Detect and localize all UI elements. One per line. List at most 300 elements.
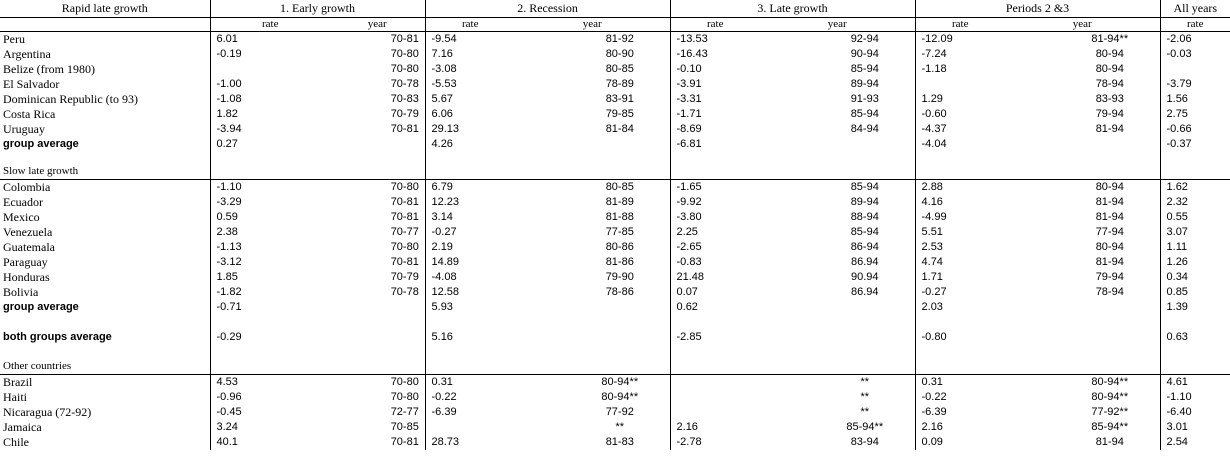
avg-rate: 0.62 <box>670 300 760 315</box>
cell-year: 81-94 <box>1095 123 1124 135</box>
cell-rate: -3.08 <box>425 62 515 77</box>
cell-rate: 4.53 <box>210 375 330 391</box>
cell-rate: -0.22 <box>425 390 515 405</box>
subheader-year-periods-2-3: year <box>1005 18 1160 32</box>
cell-rate: 3.24 <box>210 420 330 435</box>
cell-year: 80-94** <box>1091 376 1129 388</box>
cell-rate <box>210 62 330 77</box>
avg-year-blank <box>330 137 425 152</box>
spacer-cell <box>330 345 425 359</box>
cell-year: 70-81 <box>390 256 419 268</box>
cell-year: 90-94 <box>850 48 879 60</box>
spacer-cell <box>210 315 330 330</box>
cell-year: 70-78 <box>390 286 419 298</box>
cell-rate-all: 4.61 <box>1160 375 1230 391</box>
cell-year: 81-84 <box>605 123 634 135</box>
cell-rate-all: -0.66 <box>1160 122 1230 137</box>
cell-rate: -12.09 <box>915 32 1005 48</box>
group-average-row <box>0 330 1230 345</box>
cell-rate: -1.71 <box>670 107 760 122</box>
cell-year: ** <box>860 406 870 418</box>
avg-rate-all: -0.37 <box>1160 137 1230 152</box>
cell-year: 79-94 <box>1095 108 1124 120</box>
cell-rate: -1.65 <box>670 180 760 196</box>
cell-year: 78-94 <box>1095 78 1124 90</box>
spacer-cell <box>915 152 1005 164</box>
table-row <box>0 92 1230 107</box>
cell-year: 91-93 <box>850 93 879 105</box>
spacer-cell <box>515 315 670 330</box>
table-row <box>0 107 1230 122</box>
cell-rate: -1.10 <box>210 180 330 196</box>
cell-year: 70-81 <box>390 196 419 208</box>
cell-year: 80-94 <box>1095 63 1124 75</box>
cell-rate-all: 2.75 <box>1160 107 1230 122</box>
subheader-year-early: year <box>330 18 425 32</box>
spacer-cell <box>0 345 210 359</box>
section-title-row <box>0 359 1230 375</box>
avg-rate: 4.26 <box>425 137 515 152</box>
cell-rate: 29.13 <box>425 122 515 137</box>
cell-year: 79-90 <box>605 271 634 283</box>
cell-year: 70-81 <box>390 436 419 448</box>
col-header-early-growth: 1. Early growth <box>210 0 425 18</box>
cell-year: 83-91 <box>605 93 634 105</box>
cell-year: 81-83 <box>605 436 634 448</box>
subheader-year-recession: year <box>515 18 670 32</box>
cell-rate <box>915 77 1005 92</box>
group-average-label: group average <box>3 301 79 313</box>
cell-rate: -6.39 <box>425 405 515 420</box>
spacer-row <box>0 315 1230 330</box>
section-title-cell <box>915 164 1005 180</box>
spacer-cell <box>1160 345 1230 359</box>
cell-year: 83-93 <box>1095 93 1124 105</box>
section-title-cell <box>1160 164 1230 180</box>
row-label: Haiti <box>3 390 27 404</box>
avg-year-blank <box>760 300 915 315</box>
avg-rate: -0.80 <box>915 330 1005 345</box>
avg-rate: -4.04 <box>915 137 1005 152</box>
avg-year-blank <box>515 300 670 315</box>
cell-year: 70-78 <box>390 78 419 90</box>
cell-rate: 0.07 <box>670 285 760 300</box>
section-title-cell <box>760 164 915 180</box>
table-row <box>0 62 1230 77</box>
section-title-cell <box>515 359 670 375</box>
cell-rate: 12.23 <box>425 195 515 210</box>
table-row <box>0 195 1230 210</box>
cell-year: 81-92 <box>605 33 634 45</box>
cell-year: 81-94 <box>1095 436 1124 448</box>
row-label: Uruguay <box>3 122 45 136</box>
spacer-cell <box>210 345 330 359</box>
cell-year: 89-94 <box>850 196 879 208</box>
cell-year: ** <box>615 421 625 433</box>
spacer-cell <box>670 315 760 330</box>
row-label: Venezuela <box>3 225 53 239</box>
cell-rate: 5.51 <box>915 225 1005 240</box>
avg-rate-all: 1.39 <box>1160 300 1230 315</box>
table-row <box>0 390 1230 405</box>
avg-year-blank <box>1005 300 1160 315</box>
table-row <box>0 47 1230 62</box>
cell-rate-all: 2.32 <box>1160 195 1230 210</box>
cell-year: 70-83 <box>390 93 419 105</box>
cell-year: ** <box>860 376 870 388</box>
cell-rate: 28.73 <box>425 435 515 450</box>
cell-rate: 0.09 <box>915 435 1005 450</box>
cell-year: 70-81 <box>390 211 419 223</box>
table-row <box>0 77 1230 92</box>
group-average-row <box>0 300 1230 315</box>
spacer-cell <box>425 345 515 359</box>
cell-year: 70-81 <box>390 123 419 135</box>
avg-year-blank <box>760 137 915 152</box>
cell-rate: 2.16 <box>915 420 1005 435</box>
cell-year: 83-94 <box>850 436 879 448</box>
cell-rate: -0.27 <box>915 285 1005 300</box>
row-label: Mexico <box>3 210 40 224</box>
cell-year: 85-94 <box>850 226 879 238</box>
subheader-blank <box>0 18 210 32</box>
cell-rate: 6.06 <box>425 107 515 122</box>
cell-year: 81-88 <box>605 211 634 223</box>
cell-rate: -1.08 <box>210 92 330 107</box>
row-label: Bolivia <box>3 285 39 299</box>
avg-rate: -0.71 <box>210 300 330 315</box>
row-label: Peru <box>3 32 25 46</box>
avg-year-blank <box>760 330 915 345</box>
section-title-cell <box>210 359 330 375</box>
col-header-all-years: All years <box>1160 0 1230 18</box>
cell-rate: -0.22 <box>915 390 1005 405</box>
spacer-cell <box>425 315 515 330</box>
subheader-rate-recession: rate <box>425 18 515 32</box>
cell-rate: -1.13 <box>210 240 330 255</box>
section-title-cell <box>915 359 1005 375</box>
cell-year: 80-94** <box>1091 391 1129 403</box>
cell-year: 70-80 <box>390 181 419 193</box>
table-row <box>0 32 1230 48</box>
cell-rate: 0.31 <box>915 375 1005 391</box>
cell-year: 85-94 <box>850 108 879 120</box>
cell-rate: -3.80 <box>670 210 760 225</box>
section-title-cell <box>1005 164 1160 180</box>
table-row <box>0 255 1230 270</box>
col-header-group: Rapid late growth <box>0 0 210 18</box>
cell-year: 77-92** <box>1091 406 1129 418</box>
cell-year: 80-85 <box>605 181 634 193</box>
spacer-cell <box>1005 315 1160 330</box>
cell-rate: -0.45 <box>210 405 330 420</box>
avg-rate-all: 0.63 <box>1160 330 1230 345</box>
cell-year: ** <box>860 391 870 403</box>
cell-year: 86.94 <box>851 286 879 298</box>
cell-rate: 40.1 <box>210 435 330 450</box>
spacer-cell <box>670 152 760 164</box>
cell-rate: -9.54 <box>425 32 515 48</box>
cell-rate: -13.53 <box>670 32 760 48</box>
cell-rate: -0.10 <box>670 62 760 77</box>
cell-rate: 5.67 <box>425 92 515 107</box>
cell-rate: -5.53 <box>425 77 515 92</box>
cell-rate <box>670 375 760 391</box>
cell-rate: -0.83 <box>670 255 760 270</box>
spacer-cell <box>0 152 210 164</box>
cell-rate: 1.82 <box>210 107 330 122</box>
cell-year: 70-79 <box>390 108 419 120</box>
cell-rate-all: 1.11 <box>1160 240 1230 255</box>
cell-rate: -3.94 <box>210 122 330 137</box>
cell-year: 70-79 <box>390 271 419 283</box>
header-row <box>0 0 1230 18</box>
spacer-cell <box>1005 152 1160 164</box>
cell-rate: 7.16 <box>425 47 515 62</box>
section-title-cell <box>760 359 915 375</box>
table-row <box>0 122 1230 137</box>
cell-year: 70-77 <box>390 226 419 238</box>
cell-rate: 3.14 <box>425 210 515 225</box>
cell-rate: 4.16 <box>915 195 1005 210</box>
row-label: Chile <box>3 435 29 449</box>
cell-rate-all: -2.06 <box>1160 32 1230 48</box>
table-row <box>0 405 1230 420</box>
cell-year: 78-94 <box>1095 286 1124 298</box>
cell-rate: -0.60 <box>915 107 1005 122</box>
cell-rate: 2.53 <box>915 240 1005 255</box>
row-label: Colombia <box>3 180 51 194</box>
cell-rate: -3.91 <box>670 77 760 92</box>
cell-rate: -6.39 <box>915 405 1005 420</box>
row-label: Ecuador <box>3 195 43 209</box>
avg-rate: 5.93 <box>425 300 515 315</box>
row-label: Brazil <box>3 375 33 389</box>
cell-rate-all: 3.07 <box>1160 225 1230 240</box>
cell-rate: -9.92 <box>670 195 760 210</box>
col-header-recession: 2. Recession <box>425 0 670 18</box>
avg-rate: -0.29 <box>210 330 330 345</box>
cell-year: 70-80 <box>390 241 419 253</box>
cell-rate: -1.82 <box>210 285 330 300</box>
cell-rate-all: 0.85 <box>1160 285 1230 300</box>
cell-rate-all: -0.03 <box>1160 47 1230 62</box>
avg-rate: 2.03 <box>915 300 1005 315</box>
cell-year: 80-85 <box>605 63 634 75</box>
cell-year: 92-94 <box>850 33 879 45</box>
row-label: Belize (from 1980) <box>3 62 95 76</box>
cell-rate: 21.48 <box>670 270 760 285</box>
avg-rate: -6.81 <box>670 137 760 152</box>
cell-rate: 0.31 <box>425 375 515 391</box>
cell-rate-all: 1.62 <box>1160 180 1230 196</box>
col-header-periods-2-3: Periods 2 &3 <box>915 0 1160 18</box>
cell-year: 78-86 <box>605 286 634 298</box>
row-label: Dominican Republic (to 93) <box>3 92 138 106</box>
cell-rate-all: 3.01 <box>1160 420 1230 435</box>
cell-rate: 2.16 <box>670 420 760 435</box>
cell-rate: -2.65 <box>670 240 760 255</box>
section-title-cell <box>515 164 670 180</box>
subheader-row <box>0 18 1230 32</box>
avg-year-blank <box>515 137 670 152</box>
table-row <box>0 375 1230 391</box>
cell-year: 70-80 <box>390 376 419 388</box>
table-row <box>0 180 1230 196</box>
cell-year: 84-94 <box>850 123 879 135</box>
subheader-rate-all: rate <box>1160 18 1230 32</box>
cell-rate: 12.58 <box>425 285 515 300</box>
cell-rate <box>425 420 515 435</box>
cell-year: 88-94 <box>850 211 879 223</box>
cell-rate: -7.24 <box>915 47 1005 62</box>
cell-rate: -0.27 <box>425 225 515 240</box>
avg-rate: 5.16 <box>425 330 515 345</box>
spacer-cell <box>915 345 1005 359</box>
cell-rate-all: 2.54 <box>1160 435 1230 450</box>
spacer-cell <box>760 345 915 359</box>
cell-rate: 0.59 <box>210 210 330 225</box>
cell-year: 80-94** <box>601 391 639 403</box>
subheader-rate-periods-2-3: rate <box>915 18 1005 32</box>
section-title-cell <box>330 164 425 180</box>
row-label: Jamaica <box>3 420 42 434</box>
table-row <box>0 240 1230 255</box>
cell-rate: -1.18 <box>915 62 1005 77</box>
avg-year-blank <box>1005 330 1160 345</box>
section-title-cell <box>1160 359 1230 375</box>
spacer-cell <box>210 152 330 164</box>
cell-year: 86-94 <box>850 241 879 253</box>
cell-rate: 2.38 <box>210 225 330 240</box>
col-header-late-growth: 3. Late growth <box>670 0 915 18</box>
section-title: Other countries <box>0 359 210 375</box>
group-average-label: group average <box>3 138 79 150</box>
avg-year-blank <box>515 330 670 345</box>
cell-year: 70-80 <box>390 48 419 60</box>
section-title-cell <box>670 359 760 375</box>
section-title: Slow late growth <box>0 164 210 180</box>
cell-rate: -3.31 <box>670 92 760 107</box>
cell-rate: 1.71 <box>915 270 1005 285</box>
section-title-cell <box>210 164 330 180</box>
cell-rate: -0.96 <box>210 390 330 405</box>
cell-rate-all: 0.34 <box>1160 270 1230 285</box>
cell-year: 80-86 <box>605 241 634 253</box>
cell-rate-all: 1.26 <box>1160 255 1230 270</box>
table-row <box>0 270 1230 285</box>
avg-year-blank <box>330 330 425 345</box>
cell-rate: 2.88 <box>915 180 1005 196</box>
cell-year: 86.94 <box>851 256 879 268</box>
cell-year: 80-94 <box>1095 48 1124 60</box>
avg-rate: 0.27 <box>210 137 330 152</box>
cell-year: 70-81 <box>390 33 419 45</box>
cell-year: 81-94** <box>1091 33 1129 45</box>
avg-year-blank <box>1005 137 1160 152</box>
row-label: Costa Rica <box>3 107 56 121</box>
row-label: Honduras <box>3 270 50 284</box>
spacer-cell <box>1160 315 1230 330</box>
spacer-cell <box>515 152 670 164</box>
cell-rate-all <box>1160 62 1230 77</box>
cell-rate: -0.19 <box>210 47 330 62</box>
cell-rate: -4.08 <box>425 270 515 285</box>
spacer-cell <box>760 152 915 164</box>
section-title-row <box>0 164 1230 180</box>
cell-rate <box>670 390 760 405</box>
spacer-cell <box>1160 152 1230 164</box>
spacer-cell <box>0 315 210 330</box>
cell-year: 78-89 <box>605 78 634 90</box>
cell-rate-all: -6.40 <box>1160 405 1230 420</box>
table-row <box>0 210 1230 225</box>
cell-rate: -2.78 <box>670 435 760 450</box>
row-label: Paraguay <box>3 255 48 269</box>
cell-rate: 6.01 <box>210 32 330 48</box>
cell-rate: -1.00 <box>210 77 330 92</box>
cell-year: 70-80 <box>390 63 419 75</box>
cell-year: 85-94 <box>850 181 879 193</box>
section-title-cell <box>330 359 425 375</box>
cell-rate: 1.29 <box>915 92 1005 107</box>
cell-year: 90.94 <box>851 271 879 283</box>
cell-year: 80-94 <box>1095 181 1124 193</box>
cell-rate: 6.79 <box>425 180 515 196</box>
cell-rate: 2.25 <box>670 225 760 240</box>
cell-rate <box>670 405 760 420</box>
cell-year: 81-94 <box>1095 256 1124 268</box>
cell-rate-all: 0.55 <box>1160 210 1230 225</box>
cell-rate: -8.69 <box>670 122 760 137</box>
subheader-rate-early: rate <box>210 18 330 32</box>
row-label: Argentina <box>3 47 51 61</box>
cell-rate: -4.99 <box>915 210 1005 225</box>
cell-year: 77-92 <box>605 406 634 418</box>
cell-rate: 4.74 <box>915 255 1005 270</box>
spacer-cell <box>425 152 515 164</box>
spacer-row <box>0 345 1230 359</box>
cell-year: 81-89 <box>605 196 634 208</box>
cell-year: 80-94** <box>601 376 639 388</box>
group-average-row <box>0 137 1230 152</box>
cell-year: 81-94 <box>1095 196 1124 208</box>
section-title-cell <box>425 359 515 375</box>
cell-rate-all: 1.56 <box>1160 92 1230 107</box>
cell-rate: 2.19 <box>425 240 515 255</box>
cell-year: 80-94 <box>1095 241 1124 253</box>
cell-year: 89-94 <box>850 78 879 90</box>
row-label: Nicaragua (72-92) <box>3 405 92 419</box>
cell-year: 77-94 <box>1095 226 1124 238</box>
spacer-cell <box>515 345 670 359</box>
cell-year: 72-77 <box>390 406 419 418</box>
cell-year: 81-94 <box>1095 211 1124 223</box>
cell-year: 85-94** <box>846 421 884 433</box>
cell-year: 70-80 <box>390 391 419 403</box>
cell-rate: 1.85 <box>210 270 330 285</box>
subheader-year-late: year <box>760 18 915 32</box>
cell-rate-all: -1.10 <box>1160 390 1230 405</box>
cell-rate: -16.43 <box>670 47 760 62</box>
spacer-cell <box>330 315 425 330</box>
cell-year: 77-85 <box>605 226 634 238</box>
table-row <box>0 420 1230 435</box>
avg-rate: -2.85 <box>670 330 760 345</box>
cell-year: 79-85 <box>605 108 634 120</box>
spacer-cell <box>1005 345 1160 359</box>
cell-year: 79-94 <box>1095 271 1124 283</box>
